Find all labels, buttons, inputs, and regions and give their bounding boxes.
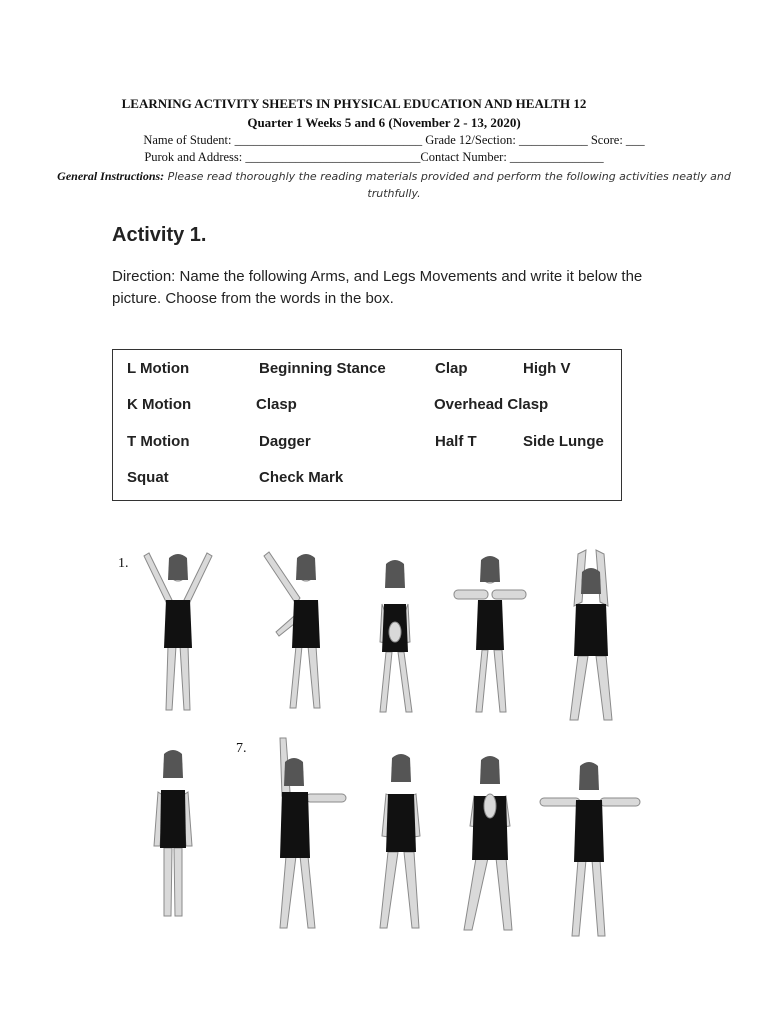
word-option: Dagger (259, 433, 311, 450)
activity-direction: Direction: Name the following Arms, and Legs Movements and write it below the picture. Choose from the words in the box. (112, 268, 643, 307)
activity-title: Activity 1. (112, 224, 207, 246)
figure-8-clasp (372, 752, 432, 936)
figure-9-clap-hands (456, 752, 526, 938)
figure-2-k-motion (262, 546, 342, 716)
address-line: Purok and Address: ____________________________Contact Number: _______________ (144, 150, 604, 164)
figure-3-clap (360, 552, 430, 722)
word-option: Check Mark (259, 469, 344, 486)
word-option: L Motion (127, 360, 190, 377)
word-option: T Motion (127, 433, 190, 450)
word-option: Beginning Stance (259, 360, 386, 377)
word-box (112, 349, 622, 501)
word-option: Overhead Clasp (434, 396, 549, 413)
quarter-line: Quarter 1 Weeks 5 and 6 (November 2 - 13, 2020) (247, 115, 521, 130)
word-option: Side Lunge (523, 433, 604, 450)
instructions-label: General Instructions: (57, 169, 165, 183)
figure-number-7: 7. (236, 741, 247, 756)
figure-10-t-motion (538, 760, 642, 942)
word-option: K Motion (127, 396, 192, 413)
figure-1-high-v (138, 548, 218, 718)
figure-5-overhead-clasp (556, 544, 626, 728)
general-instructions (52, 168, 736, 202)
figure-6-beginning-stance (138, 750, 208, 922)
sheet-title: LEARNING ACTIVITY SHEETS IN PHYSICAL EDUCATION AND HEALTH 12 (121, 96, 587, 111)
student-info-line: Name of Student: ______________________________ Grade 12/Section: ___________ Score: ___ (143, 133, 645, 147)
figure-number-1: 1. (118, 556, 129, 571)
word-option: Squat (127, 469, 169, 486)
word-option: High V (523, 360, 571, 377)
figure-7-l-motion (272, 736, 352, 936)
word-option: Half T (435, 433, 477, 450)
word-option: Clap (435, 360, 468, 377)
figure-4-dagger (450, 550, 530, 720)
word-option: Clasp (256, 396, 297, 413)
instructions-text: Please read thoroughly the reading materials provided and perform the following activities neatly and truthfully. (164, 170, 731, 200)
